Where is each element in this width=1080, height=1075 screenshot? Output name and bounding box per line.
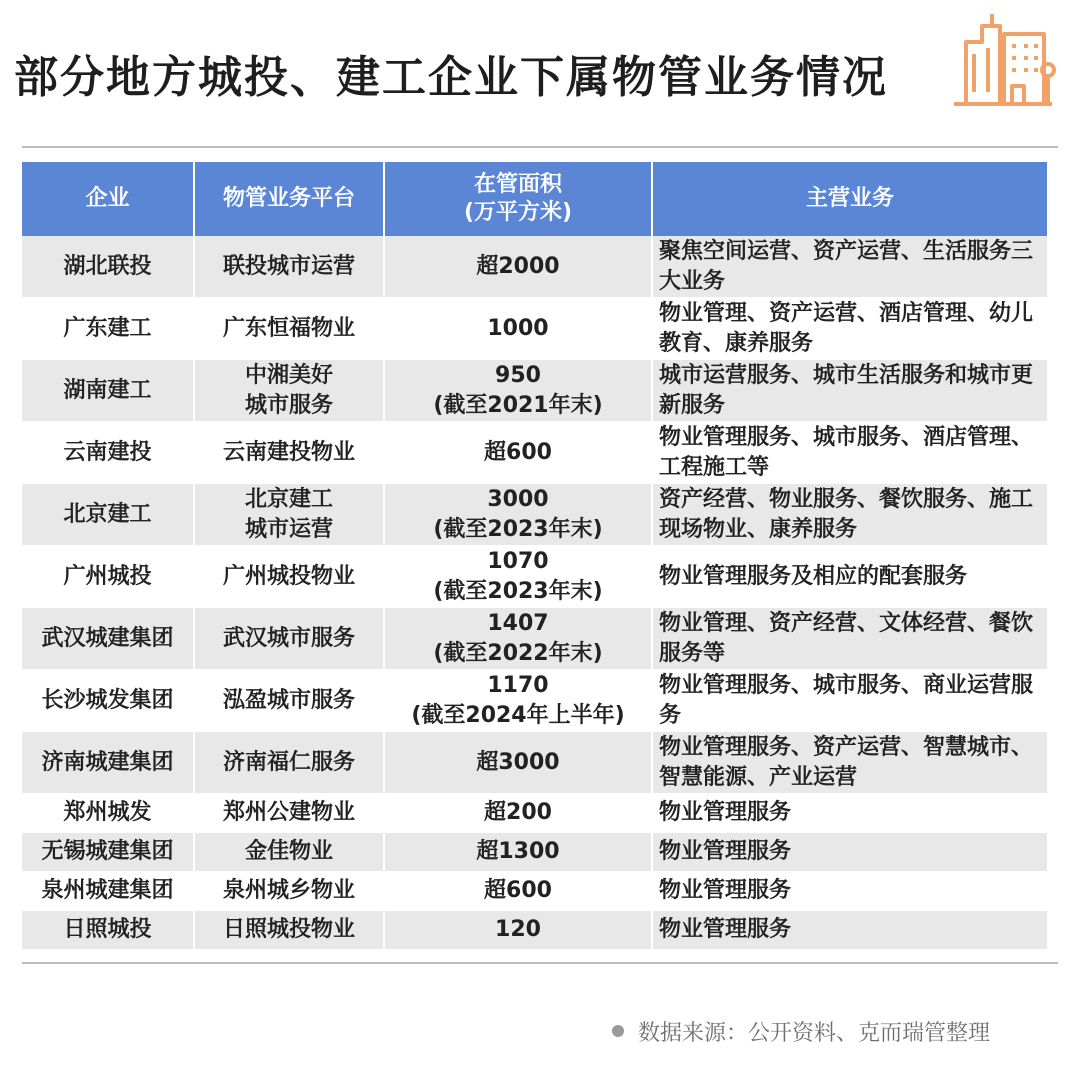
bullet-dot-icon <box>612 1025 624 1037</box>
managed-area-cell: 超3000 <box>384 732 652 794</box>
platform-cell: 泓盈城市服务 <box>194 670 384 732</box>
main-business-cell: 资产经营、物业服务、餐饮服务、施工现场物业、康养服务 <box>652 484 1048 546</box>
table-row <box>22 732 1048 794</box>
table-row <box>22 872 1048 911</box>
table-row <box>22 670 1048 732</box>
company-cell: 湖北联投 <box>22 236 194 298</box>
table-row <box>22 794 1048 833</box>
main-business-cell: 物业管理服务 <box>652 911 1048 950</box>
table-row <box>22 546 1048 608</box>
company-cell: 泉州城建集团 <box>22 872 194 911</box>
managed-area-cell: 1407 (截至2022年末) <box>384 608 652 670</box>
platform-cell: 济南福仁服务 <box>194 732 384 794</box>
table-row <box>22 236 1048 298</box>
managed-area-cell: 超600 <box>384 872 652 911</box>
main-business-cell: 物业管理服务、城市服务、酒店管理、工程施工等 <box>652 422 1048 484</box>
top-divider <box>22 146 1058 148</box>
managed-area-cell: 1000 <box>384 298 652 360</box>
managed-area-cell: 超2000 <box>384 236 652 298</box>
main-business-cell: 物业管理服务 <box>652 833 1048 872</box>
platform-cell: 武汉城市服务 <box>194 608 384 670</box>
platform-cell: 日照城投物业 <box>194 911 384 950</box>
main-business-cell: 物业管理服务及相应的配套服务 <box>652 546 1048 608</box>
managed-area-cell: 3000 (截至2023年末) <box>384 484 652 546</box>
table-row <box>22 360 1048 422</box>
main-business-cell: 物业管理服务 <box>652 794 1048 833</box>
platform-cell: 广东恒福物业 <box>194 298 384 360</box>
managed-area-cell: 120 <box>384 911 652 950</box>
main-business-cell: 聚焦空间运营、资产运营、生活服务三大业务 <box>652 236 1048 298</box>
company-cell: 云南建投 <box>22 422 194 484</box>
company-cell: 广东建工 <box>22 298 194 360</box>
company-cell: 北京建工 <box>22 484 194 546</box>
source-text: 数据来源：公开资料、克而瑞管整理 <box>638 1021 991 1046</box>
platform-cell: 云南建投物业 <box>194 422 384 484</box>
bottom-divider <box>22 962 1058 964</box>
platform-cell: 北京建工 城市运营 <box>194 484 384 546</box>
main-business-cell: 城市运营服务、城市生活服务和城市更新服务 <box>652 360 1048 422</box>
header-managed-area: 在管面积 (万平方米) <box>384 162 652 236</box>
main-business-cell: 物业管理服务、资产运营、智慧城市、智慧能源、产业运营 <box>652 732 1048 794</box>
table-row <box>22 833 1048 872</box>
table-row <box>22 484 1048 546</box>
data-source-note <box>612 1016 990 1047</box>
platform-cell: 广州城投物业 <box>194 546 384 608</box>
platform-cell: 中湘美好 城市服务 <box>194 360 384 422</box>
header-main-business: 主营业务 <box>652 162 1048 236</box>
table-row <box>22 422 1048 484</box>
company-cell: 武汉城建集团 <box>22 608 194 670</box>
company-cell: 无锡城建集团 <box>22 833 194 872</box>
platform-cell: 联投城市运营 <box>194 236 384 298</box>
managed-area-cell: 超1300 <box>384 833 652 872</box>
managed-area-cell: 超200 <box>384 794 652 833</box>
managed-area-cell: 950 (截至2021年末) <box>384 360 652 422</box>
property-business-table <box>22 162 1049 950</box>
company-cell: 长沙城发集团 <box>22 670 194 732</box>
main-business-cell: 物业管理、资产经营、文体经营、餐饮服务等 <box>652 608 1048 670</box>
main-business-cell: 物业管理服务、城市服务、商业运营服务 <box>652 670 1048 732</box>
platform-cell: 金佳物业 <box>194 833 384 872</box>
company-cell: 广州城投 <box>22 546 194 608</box>
company-cell: 郑州城发 <box>22 794 194 833</box>
table-row <box>22 298 1048 360</box>
main-business-cell: 物业管理、资产运营、酒店管理、幼儿教育、康养服务 <box>652 298 1048 360</box>
page-title: 部分地方城投、建工企业下属物管业务情况 <box>14 52 888 103</box>
table-header-row <box>22 162 1048 236</box>
platform-cell: 泉州城乡物业 <box>194 872 384 911</box>
buildings-icon <box>952 8 1056 108</box>
managed-area-cell: 超600 <box>384 422 652 484</box>
table-row <box>22 911 1048 950</box>
header-platform: 物管业务平台 <box>194 162 384 236</box>
platform-cell: 郑州公建物业 <box>194 794 384 833</box>
company-cell: 湖南建工 <box>22 360 194 422</box>
company-cell: 济南城建集团 <box>22 732 194 794</box>
managed-area-cell: 1170 (截至2024年上半年) <box>384 670 652 732</box>
main-business-cell: 物业管理服务 <box>652 872 1048 911</box>
company-cell: 日照城投 <box>22 911 194 950</box>
managed-area-cell: 1070 (截至2023年末) <box>384 546 652 608</box>
header-company: 企业 <box>22 162 194 236</box>
table-row <box>22 608 1048 670</box>
